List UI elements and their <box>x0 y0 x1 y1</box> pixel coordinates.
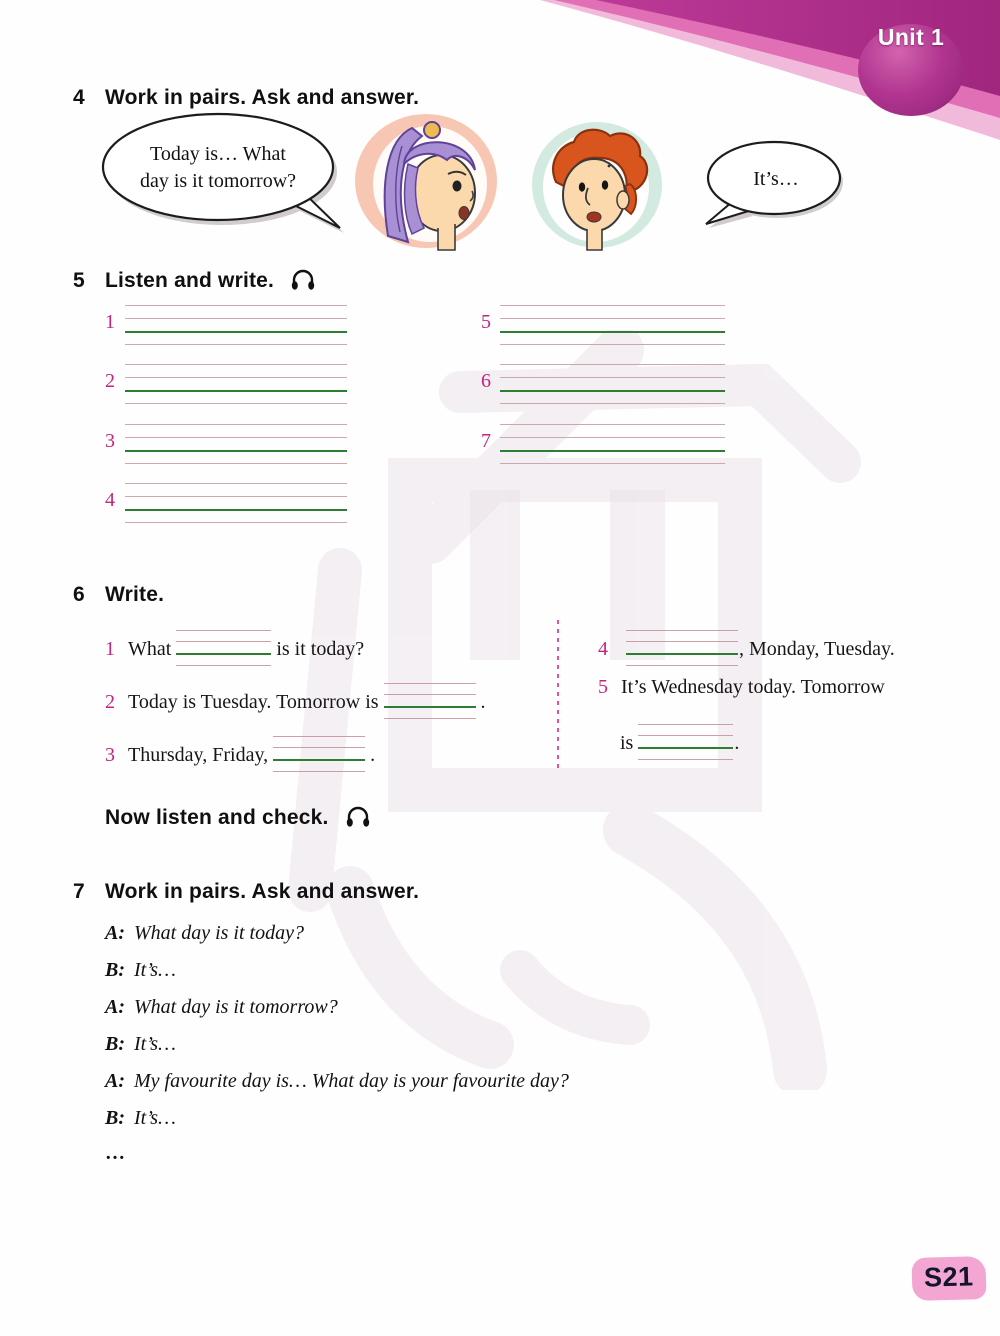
speech-bubble-left <box>98 110 350 238</box>
item-number: 1 <box>105 638 115 660</box>
headphones-icon <box>290 266 316 294</box>
headphones-icon <box>345 803 371 831</box>
girl-avatar <box>352 112 500 252</box>
item-text-before: Today is Tuesday. Tomorrow is <box>128 691 379 713</box>
page-number-badge: S21 <box>911 1256 986 1301</box>
write-blank <box>626 630 738 668</box>
line-group-number: 3 <box>105 430 115 452</box>
bubble-left-line2: day is it tomorrow? <box>139 170 297 192</box>
speaker-label: A: <box>105 1070 125 1092</box>
line-group-number: 5 <box>481 311 491 333</box>
speaker-label: B: <box>105 1033 125 1055</box>
exercise7-number: 7 <box>73 880 85 903</box>
boy-avatar <box>530 120 664 252</box>
exercise5-number: 5 <box>73 269 85 292</box>
dialogue-line <box>105 996 338 1019</box>
write-blank <box>273 736 365 774</box>
line-group-number: 6 <box>481 370 491 392</box>
exercise6-heading <box>73 583 164 606</box>
dialogue-line <box>105 1033 176 1056</box>
dialogue-text: What day is it today? <box>134 922 304 944</box>
write-item-5-line2 <box>620 724 739 762</box>
item-text-before: is <box>620 732 634 754</box>
dialogue-line <box>105 922 304 945</box>
exercise6-number: 6 <box>73 583 85 606</box>
listen-line-group <box>473 305 729 351</box>
speaker-label: B: <box>105 1107 125 1129</box>
exercise4-title: Work in pairs. Ask and answer. <box>105 86 420 109</box>
dialogue-text: It’s… <box>134 1033 176 1055</box>
listen-check-heading <box>105 806 371 831</box>
exercise7-heading <box>73 880 419 903</box>
item-text-after: . <box>370 744 376 766</box>
dialogue-text: What day is it tomorrow? <box>134 996 338 1018</box>
listen-line-group <box>473 424 729 470</box>
dialogue-line <box>105 1070 569 1093</box>
bubble-right-text: It’s… <box>753 168 799 190</box>
speaker-label: A: <box>105 996 125 1018</box>
speaker-label: A: <box>105 922 125 944</box>
write-item-2 <box>105 683 486 721</box>
dialogue-text: My favourite day is… What day is your favourite day? <box>134 1070 569 1092</box>
unit-badge: Unit 1 <box>858 24 964 116</box>
item-text-before: What <box>128 638 172 660</box>
write-item-3 <box>105 736 375 774</box>
line-group-number: 1 <box>105 311 115 333</box>
item-text-before: Thursday, Friday, <box>128 744 269 766</box>
write-item-1 <box>105 630 364 668</box>
exercise5-heading <box>73 269 316 294</box>
listen-check-label: Now listen and check. <box>105 806 329 829</box>
write-blank <box>384 683 476 721</box>
dialogue-text: It’s… <box>134 1107 176 1129</box>
exercise7-title: Work in pairs. Ask and answer. <box>105 880 420 903</box>
line-group-number: 4 <box>105 489 115 511</box>
bubble-left-line1: Today is… What <box>150 143 286 165</box>
item-number: 4 <box>598 638 608 660</box>
write-blank <box>638 724 733 762</box>
exercise4-number: 4 <box>73 86 85 109</box>
exercise5-title: Listen and write. <box>105 269 275 292</box>
dialogue-ellipsis: … <box>105 1142 125 1164</box>
listen-line-group <box>97 305 349 351</box>
write-item-4 <box>598 630 895 668</box>
item-number: 3 <box>105 744 115 766</box>
item-text: It’s Wednesday today. Tomorrow <box>621 676 885 698</box>
speaker-label: B: <box>105 959 125 981</box>
dialogue-line <box>105 1107 176 1130</box>
listen-line-group <box>97 483 349 529</box>
listen-line-group <box>473 364 729 410</box>
write-blank <box>176 630 271 668</box>
item-number: 2 <box>105 691 115 713</box>
line-group-number: 7 <box>481 430 491 452</box>
item-text-after: . <box>480 691 486 713</box>
listen-line-group <box>97 424 349 470</box>
dialogue-text: It’s… <box>134 959 176 981</box>
speech-bubble-right <box>702 138 844 232</box>
line-group-number: 2 <box>105 370 115 392</box>
item-number: 5 <box>598 676 608 698</box>
item-text-after: is it today? <box>276 638 365 660</box>
listen-line-group <box>97 364 349 410</box>
item-text-after: , Monday, Tuesday. <box>739 638 895 660</box>
exercise6-title: Write. <box>105 583 165 606</box>
dialogue-line <box>105 959 176 982</box>
column-divider <box>557 620 559 772</box>
write-item-5-line1 <box>598 676 885 699</box>
item-text-after: . <box>734 732 740 754</box>
exercise4-heading <box>73 86 419 109</box>
